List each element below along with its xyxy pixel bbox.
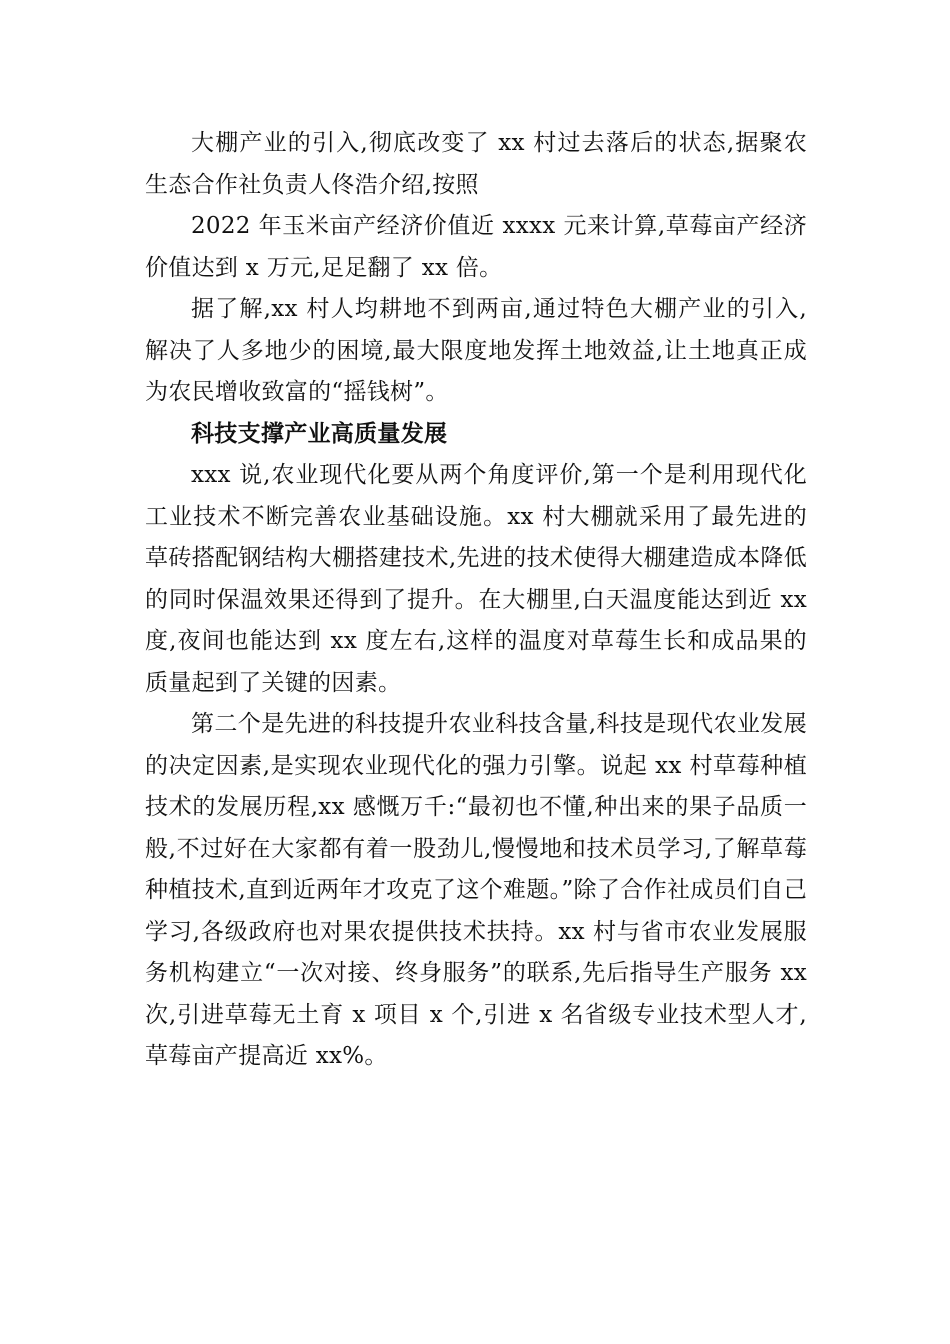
document-body (145, 123, 807, 1078)
paragraph: 据了解,xx 村人均耕地不到两亩,通过特色大棚产业的引入,解决了人多地少的困境,最大限度地发挥土地效益,让土地真正成为农民增收致富的“摇钱树”。 (145, 296, 807, 405)
paragraph: xxx 说,农业现代化要从两个角度评价,第一个是利用现代化工业技术不断完善农业基础设施。xx 村大棚就采用了最先进的草砖搭配钢结构大棚搭建技术,先进的技术使得大棚建造成本降低的同时保温效果还得到了提升。在大棚里,白天温度能达到近 xx 度,夜间也能达到 xx 度左右,这样的温度对草莓生长和成品果的质量起到了关键的因素。 (145, 462, 807, 696)
paragraph: 2022 年玉米亩产经济价值近 xxxx 元来计算,草莓亩产经济价值达到 x 万元,足足翻了 xx 倍。 (145, 213, 807, 281)
paragraph: 第二个是先进的科技提升农业科技含量,科技是现代农业发展的决定因素,是实现农业现代化的强力引擎。说起 xx 村草莓种植技术的发展历程,xx 感慨万千:“最初也不懂,种出来的果子品质一般,不过好在大家都有着一股劲儿,慢慢地和技术员学习,了解草莓种植技术,直到近两年才攻克了这个难题。”除了合作社成员们自己学习,各级政府也对果农提供技术扶持。xx 村与省市农业发展服务机构建立“一次对接、终身服务”的联系,先后指导生产服务 xx 次,引进草莓无土育 x 项目 x 个,引进 x 名省级专业技术型人才,草莓亩产提高近 xx%。 (145, 711, 807, 1069)
section-heading: 科技支撑产业高质量发展 (191, 420, 448, 447)
paragraph: 大棚产业的引入,彻底改变了 xx 村过去落后的状态,据聚农生态合作社负责人佟浩介绍,按照 (145, 130, 807, 198)
